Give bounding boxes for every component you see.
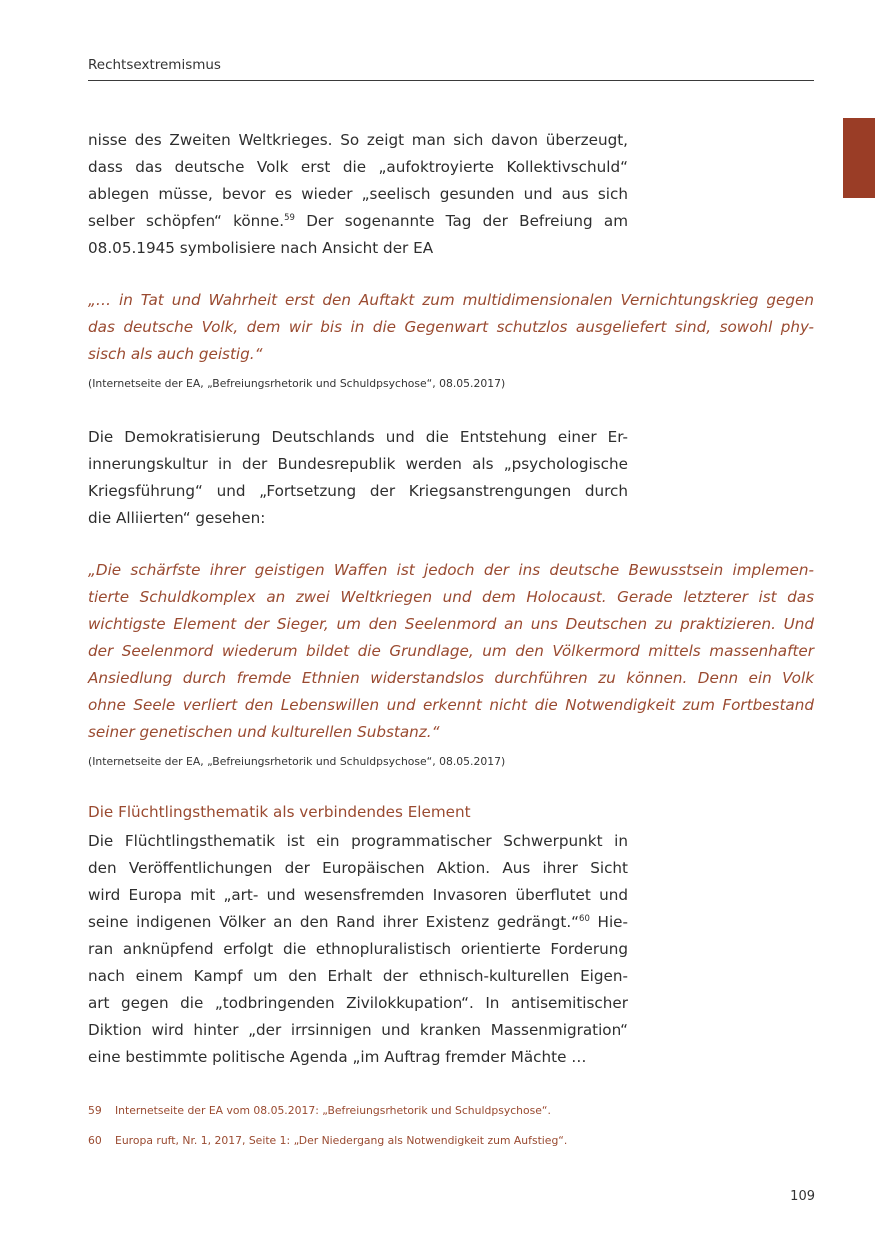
quote-line: Ansiedlung durch fremde Ethnien widerstandslos durchführen zu können. Denn ein Volk xyxy=(88,669,814,687)
quote-line: tierte Schuldkomplex an zwei Weltkriegen und dem Holocaust. Gerade letzterer ist das xyxy=(88,588,814,606)
header-divider xyxy=(88,80,814,81)
paragraph-line: den Veröffentlichungen der Europäischen Aktion. Aus ihrer Sicht xyxy=(88,859,628,877)
paragraph-line-text: seine indigenen Völker an den Rand ihrer Existenz gedrängt.“ xyxy=(88,913,580,931)
quote-line: „… in Tat und Wahrheit erst den Auftakt zum multidimensionalen Vernichtungskrieg gegen xyxy=(88,291,814,309)
quote-line: sisch als auch geistig.“ xyxy=(88,345,263,363)
paragraph-line xyxy=(88,208,628,235)
page-number: 109 xyxy=(790,1189,815,1204)
footnote-reference: 59 xyxy=(284,213,295,223)
body-paragraph-2 xyxy=(88,424,628,532)
paragraph-line: ran anknüpfend erfolgt die ethnopluralistisch orientierte Forderung xyxy=(88,940,628,958)
paragraph-line: wird Europa mit „art- und wesensfremden Invasoren überflutet und xyxy=(88,886,628,904)
body-paragraph-1 xyxy=(88,127,628,262)
footnote-text: Europa ruft, Nr. 1, 2017, Seite 1: „Der Niedergang als Notwendigkeit zum Aufstieg“. xyxy=(115,1134,568,1147)
paragraph-line: 08.05.1945 symbolisiere nach Ansicht der EA xyxy=(88,239,434,257)
paragraph-line: dass das deutsche Volk erst die „aufoktroyierte Kollektivschuld“ xyxy=(88,158,628,176)
paragraph-line: innerungskultur in der Bundesrepublik werden als „psychologische xyxy=(88,455,628,473)
running-header: Rechtsextremismus xyxy=(88,57,221,73)
paragraph-line xyxy=(88,909,628,936)
quote-line: der Seelenmord wiederum bildet die Grundlage, um den Völkermord mittels massenhafter xyxy=(88,642,814,660)
quote-source: (Internetseite der EA, „Befreiungsrhetorik und Schuldpsychose“, 08.05.2017) xyxy=(88,755,506,768)
footnote-number: 60 xyxy=(88,1134,102,1147)
body-paragraph-3 xyxy=(88,828,628,1071)
paragraph-line-text: selber schöpfen“ könne. xyxy=(88,212,285,230)
chapter-tab-marker xyxy=(843,118,875,198)
paragraph-line: Diktion wird hinter „der irrsinnigen und kranken Massenmigration“ xyxy=(88,1021,628,1039)
block-quote-1 xyxy=(88,287,814,368)
quote-line: „Die schärfste ihrer geistigen Waffen ist jedoch der ins deutsche Bewusstsein implemen- xyxy=(88,561,814,579)
paragraph-line: ablegen müsse, bevor es wieder „seelisch gesunden und aus sich xyxy=(88,185,628,203)
block-quote-2 xyxy=(88,557,814,746)
paragraph-line: art gegen die „todbringenden Zivilokkupation“. In antisemitischer xyxy=(88,994,628,1012)
quote-line: seiner genetischen und kulturellen Substanz.“ xyxy=(88,723,440,741)
quote-source: (Internetseite der EA, „Befreiungsrhetorik und Schuldpsychose“, 08.05.2017) xyxy=(88,377,506,390)
paragraph-line-text: Der sogenannte Tag der Befreiung am xyxy=(294,212,628,230)
footnote-60 xyxy=(88,1134,567,1147)
quote-line: das deutsche Volk, dem wir bis in die Gegenwart schutzlos ausgeliefert sind, sowohl phy- xyxy=(88,318,814,336)
footnote-59 xyxy=(88,1104,551,1117)
paragraph-line-text: Hie- xyxy=(589,913,629,931)
paragraph-line: Die Flüchtlingsthematik ist ein programmatischer Schwerpunkt in xyxy=(88,832,628,850)
quote-line: wichtigste Element der Sieger, um den Seelenmord an uns Deutschen zu praktizieren. Und xyxy=(88,615,814,633)
paragraph-line: nach einem Kampf um den Erhalt der ethnisch-kulturellen Eigen- xyxy=(88,967,628,985)
quote-line: ohne Seele verliert den Lebenswillen und erkennt nicht die Notwendigkeit zum Fortbestand xyxy=(88,696,814,714)
footnote-number: 59 xyxy=(88,1104,102,1117)
paragraph-line: Kriegsführung“ und „Fortsetzung der Kriegsanstrengungen durch xyxy=(88,482,628,500)
section-subheading: Die Flüchtlingsthematik als verbindendes Element xyxy=(88,803,471,821)
footnote-reference: 60 xyxy=(579,914,590,924)
paragraph-line: nisse des Zweiten Weltkrieges. So zeigt man sich davon überzeugt, xyxy=(88,131,628,149)
paragraph-line: Die Demokratisierung Deutschlands und die Entstehung einer Er- xyxy=(88,428,628,446)
footnote-text: Internetseite der EA vom 08.05.2017: „Befreiungsrhetorik und Schuldpsychose“. xyxy=(115,1104,551,1117)
paragraph-line: eine bestimmte politische Agenda „im Auftrag fremder Mächte … xyxy=(88,1048,587,1066)
paragraph-line: die Alliierten“ gesehen: xyxy=(88,509,266,527)
